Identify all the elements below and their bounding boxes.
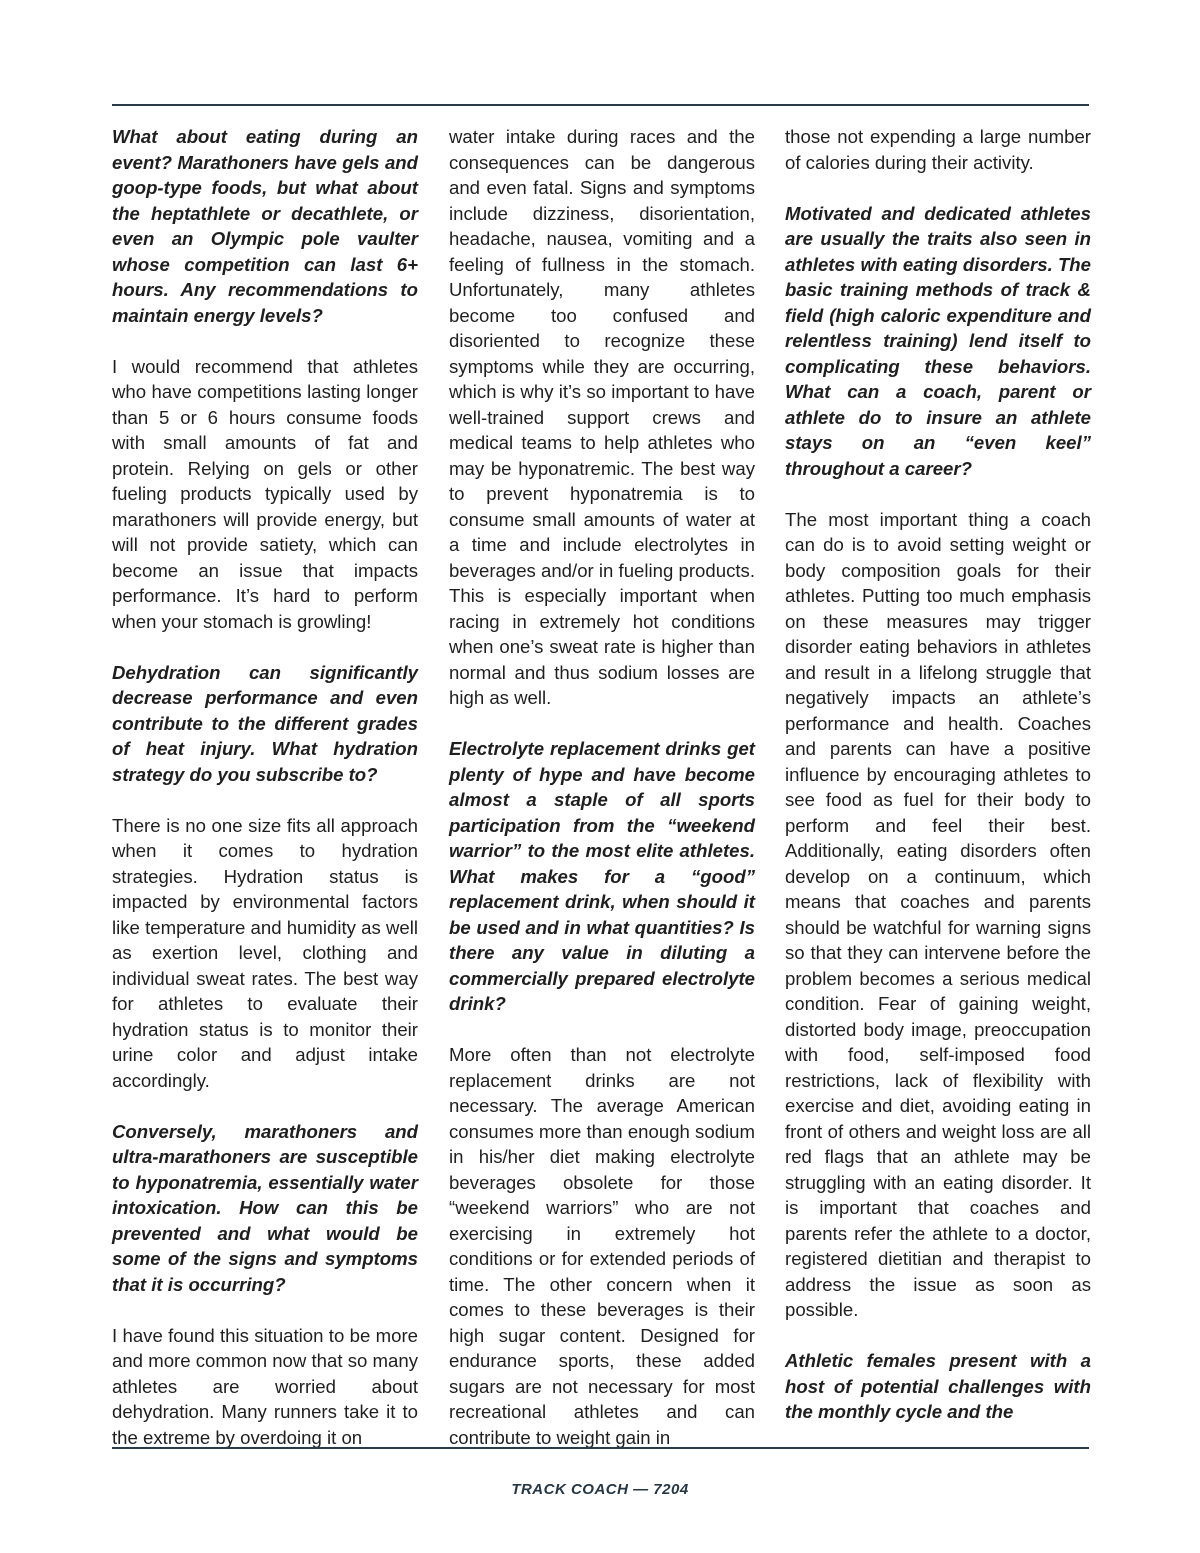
answer-electrolyte-drinks: More often than not electrolyte replacement drinks are not necessary. The average American consumes more than enough sodium in his/her diet making electrolyte beverages obsolete for those “weekend warriors” who are not exercising in extremely hot conditions or for extended periods of time. The other concern when it comes to these beverages is their high sugar content. Designed for endurance sports, these added sugars are not necessary for most recreational athletes and can contribute to weight gain in [449, 1044, 755, 1448]
question-eating-during-event: What about eating during an event? Marathoners have gels and goop-type foods, but what about the heptathlete or decathlete, or even an Olympic pole vaulter whose competition can last 6+ hours. Any recommendations to maintain energy levels? [112, 126, 418, 326]
answer-hyponatremia-continued: water intake during races and the consequences can be dangerous and even fatal. Signs and symptoms include dizziness, disorientation, headache, nausea, vomiting and a feeling of fullness in the stomach. Unfortunately, many athletes become too confused and disoriented to recognize these symptoms while they are occurring, which is why it’s so important to have well-trained support crews and medical teams to help athletes who may be hyponatremic. The best way to prevent hyponatremia is to consume small amounts of water at a time and include electrolytes in beverages and/or in fueling products. This is especially important when racing in extremely hot conditions when one’s sweat rate is higher than normal and thus sodium losses are high as well. [449, 126, 755, 708]
question-hydration-strategy: Dehydration can significantly decrease performance and even contribute to the different grades of heat injury. What hydration strategy do you subscribe to? [112, 661, 418, 785]
column-3 [785, 124, 1091, 1425]
page-footer: TRACK COACH — 7204 [511, 1481, 689, 1498]
answer-electrolyte-drinks-continued: those not expending a large number of calories during their activity. [785, 126, 1091, 173]
bottom-rule [112, 1447, 1089, 1449]
question-athletic-females: Athletic females present with a host of potential challenges with the monthly cycle and the [785, 1350, 1091, 1422]
column-2 [449, 124, 755, 1450]
answer-hydration-strategy: There is no one size fits all approach when it comes to hydration strategies. Hydration status is impacted by environmental factors like temperature and humidity as well as exertion level, clothing and individual sweat rates. The best way for athletes to evaluate their hydration status is to monitor their urine color and adjust intake accordingly. [112, 814, 418, 1091]
answer-hyponatremia-start: I have found this situation to be more and more common now that so many athletes are worried about dehydration. Many runners take it to the extreme by overdoing it on [112, 1324, 418, 1448]
answer-eating-disorders: The most important thing a coach can do is to avoid setting weight or body composition goals for their athletes. Putting too much emphasis on these measures may trigger disorder eating behaviors in athletes and result in a lifelong struggle that negatively impacts an athlete’s performance and health. Coaches and parents can have a positive influence by encouraging athletes to see food as fuel for their body to perform and feel their best. Additionally, eating disorders often develop on a continuum, which means that coaches and parents should be watchful for warning signs so that they can intervene before the problem becomes a serious medical condition. Fear of gaining weight, distorted body image, preoccupation with food, self-imposed food restrictions, lack of flexibility with exercise and diet, avoiding eating in front of others and weight loss are all red flags that an athlete may be struggling with an eating disorder. It is important that coaches and parents refer the athlete to a doctor, registered dietitian and therapist to address the issue as soon as possible. [785, 508, 1091, 1320]
question-hyponatremia: Conversely, marathoners and ultra-marathoners are susceptible to hyponatremia, essentially water intoxication. How can this be prevented and what would be some of the signs and symptoms that it is occurring? [112, 1120, 418, 1295]
top-rule [112, 104, 1089, 106]
question-electrolyte-drinks: Electrolyte replacement drinks get plenty of hype and have become almost a staple of all sports participation from the “weekend warrior” to the most elite athletes. What makes for a “good” replacement drink, when should it be used and in what quantities? Is there any value in diluting a commercially prepared electrolyte drink? [449, 738, 755, 1014]
question-eating-disorders: Motivated and dedicated athletes are usually the traits also seen in athletes with eating disorders. The basic training methods of track & field (high caloric expenditure and relentless training) lend itself to complicating these behaviors. What can a coach, parent or athlete do to insure an athlete stays on an “even keel” throughout a career? [785, 202, 1091, 479]
answer-eating-during-event: I would recommend that athletes who have competitions lasting longer than 5 or 6 hours consume foods with small amounts of fat and protein. Relying on gels or other fueling products typically used by marathoners will provide energy, but will not provide satiety, which can become an issue that impacts performance. It’s hard to perform when your stomach is growling! [112, 355, 418, 632]
column-1 [112, 124, 418, 1450]
